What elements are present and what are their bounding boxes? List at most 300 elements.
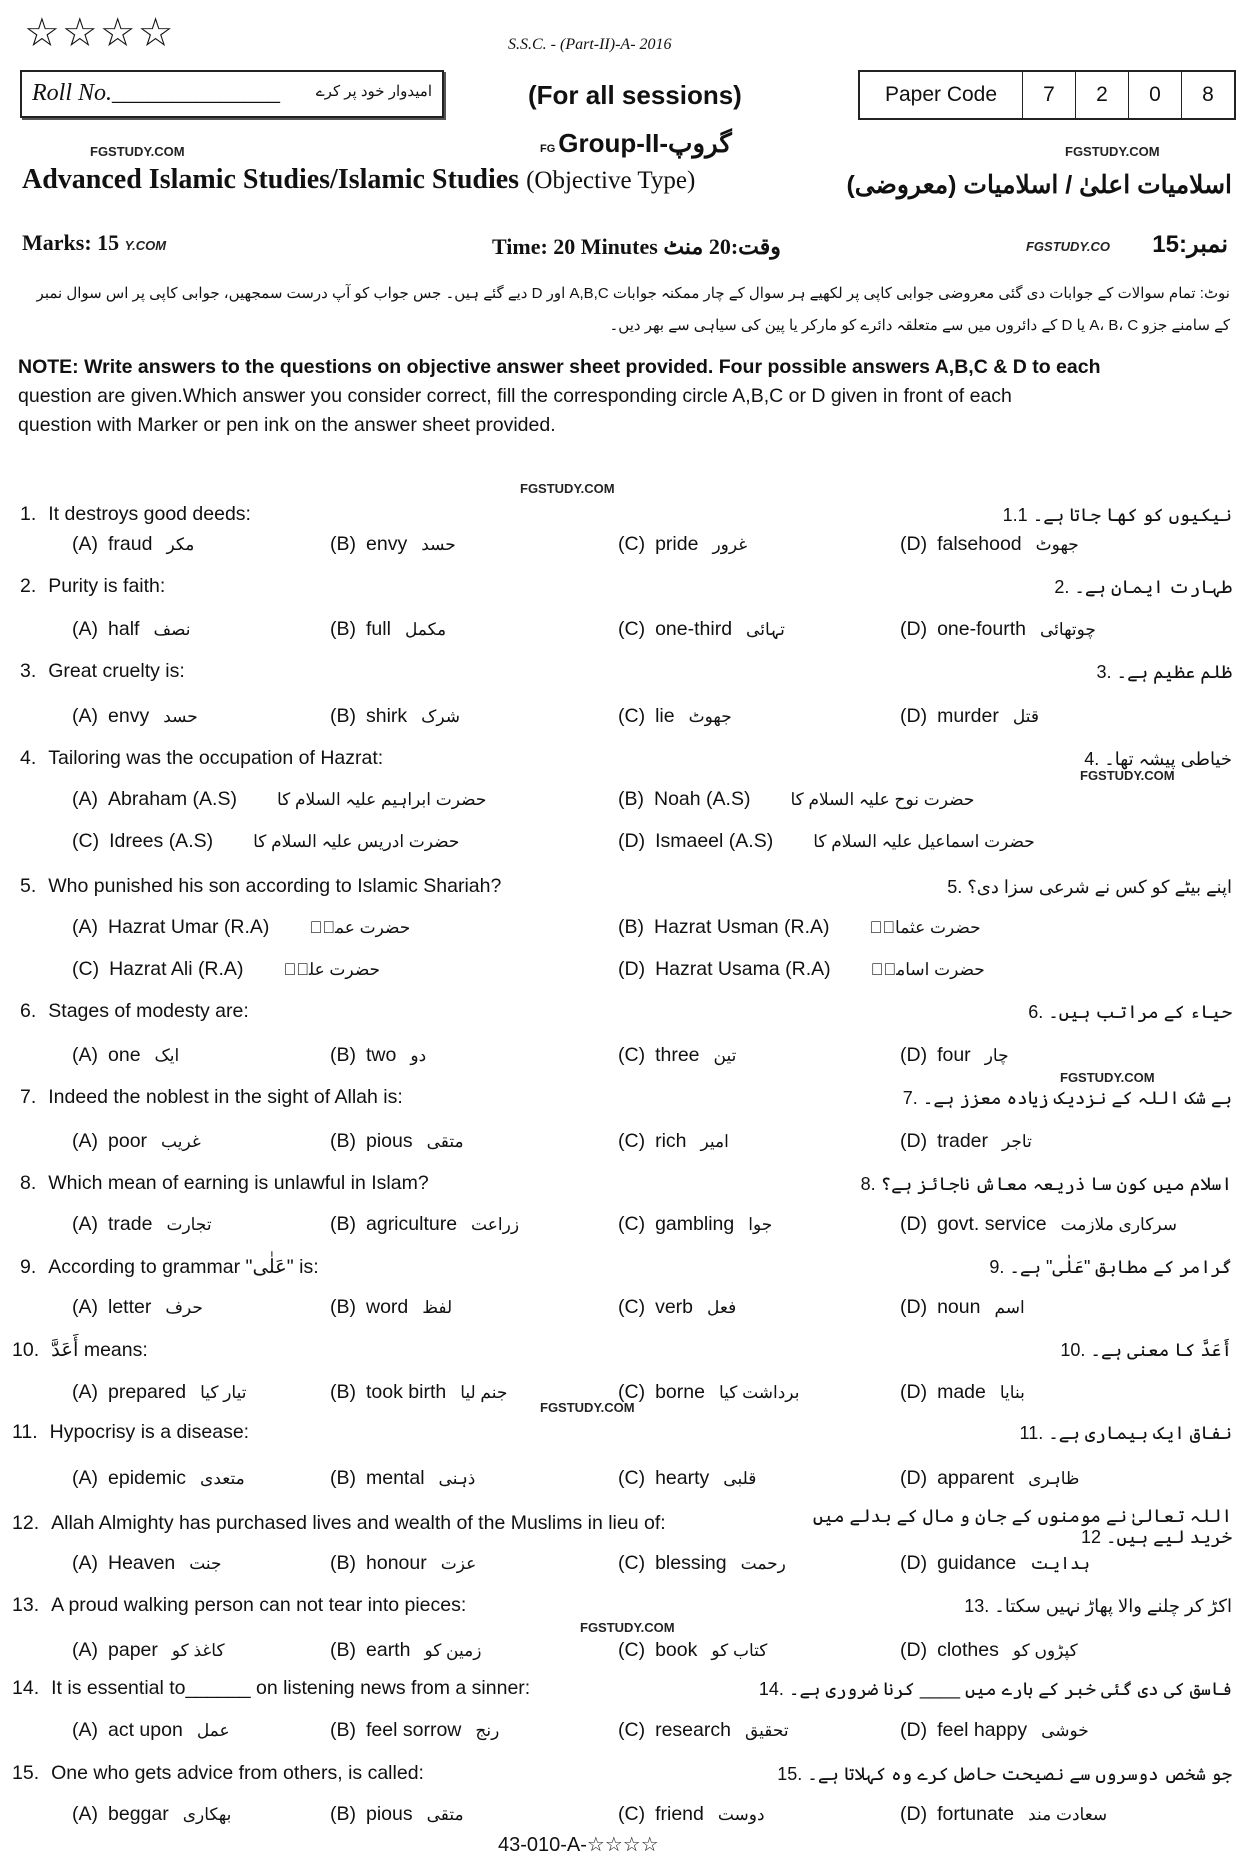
option-urdu: دو bbox=[410, 1046, 427, 1065]
group-label bbox=[540, 128, 732, 159]
answer-option bbox=[900, 1296, 1025, 1319]
marks-label bbox=[22, 230, 166, 256]
answer-option bbox=[72, 705, 198, 728]
answer-option bbox=[72, 1130, 201, 1153]
option-letter: (A) bbox=[72, 1130, 98, 1152]
question-text bbox=[20, 575, 165, 598]
question-urdu: حیاء کے مراتب ہیں۔ .6 bbox=[1028, 1002, 1232, 1022]
answer-option bbox=[618, 1130, 729, 1153]
option-urdu: جنم لیا bbox=[460, 1383, 508, 1402]
option-letter: (C) bbox=[618, 1719, 646, 1741]
question-text bbox=[12, 1421, 249, 1444]
option-letter: (D) bbox=[900, 1639, 928, 1661]
option-urdu: ایک bbox=[154, 1046, 180, 1065]
option-letter: (D) bbox=[900, 705, 928, 727]
question-stem: Tailoring was the occupation of Hazrat: bbox=[48, 747, 384, 769]
option-letter: (B) bbox=[330, 1803, 356, 1825]
option-letter: (B) bbox=[330, 1044, 356, 1066]
option-urdu: غرور bbox=[712, 535, 748, 554]
option-english: made bbox=[937, 1381, 986, 1403]
option-letter: (A) bbox=[72, 916, 98, 938]
option-letter: (C) bbox=[618, 1639, 646, 1661]
option-english: earth bbox=[366, 1639, 411, 1661]
note-line-text: NOTE: Write answers to the questions on objective answer sheet provided. Four possible answers A,B,C & D to each bbox=[18, 356, 1101, 378]
question-urdu: جو شخص دوسروں سے نصیحت حاصل کرے وہ کہلاتا ہے۔ .15 bbox=[777, 1764, 1232, 1784]
option-urdu: کپڑوں کو bbox=[1012, 1641, 1078, 1660]
answer-option bbox=[900, 1381, 1025, 1404]
sessions-label: (For all sessions) bbox=[528, 80, 742, 110]
option-letter: (D) bbox=[900, 1719, 928, 1741]
answer-option bbox=[72, 1213, 212, 1236]
question-number: 14. bbox=[12, 1677, 40, 1699]
question-urdu: نفاق ایک بیماری ہے۔ .11 bbox=[1019, 1423, 1232, 1443]
answer-option bbox=[618, 1552, 786, 1575]
option-urdu: بھکاری bbox=[182, 1805, 232, 1824]
watermark: FGSTUDY.COM bbox=[520, 481, 615, 496]
watermark: FGSTUDY.CO bbox=[1025, 239, 1110, 254]
answer-option bbox=[618, 916, 981, 939]
question-number: 13. bbox=[12, 1594, 40, 1616]
option-english: one bbox=[108, 1044, 141, 1066]
watermark: FGSTUDY.COM bbox=[540, 1400, 635, 1415]
option-english: feel happy bbox=[937, 1719, 1028, 1741]
group-text: Group-II-گروپ bbox=[558, 128, 732, 158]
paper-title-urdu: اسلامیات اعلیٰ / اسلامیات (معروضی) bbox=[846, 171, 1232, 199]
option-urdu: ہدایت bbox=[1030, 1554, 1090, 1573]
answer-option bbox=[900, 1639, 1078, 1662]
exam-name: S.S.C. - (Part-II)-A- 2016 bbox=[508, 36, 672, 53]
option-urdu: جھوٹ bbox=[1035, 535, 1079, 554]
question-text bbox=[20, 1086, 403, 1109]
answer-option bbox=[72, 788, 486, 811]
answer-option bbox=[330, 1130, 464, 1153]
answer-option bbox=[72, 618, 191, 641]
question-stem: أَعَدَّ means: bbox=[51, 1339, 148, 1361]
note-line: question are given.Which answer you consider correct, fill the corresponding circle A,B,C or D given in front of each bbox=[18, 385, 1012, 407]
answer-option bbox=[330, 1381, 507, 1404]
answer-option bbox=[618, 1467, 756, 1490]
option-urdu: بنایا bbox=[999, 1383, 1025, 1402]
question-number: 4. bbox=[20, 747, 37, 769]
option-english: noun bbox=[937, 1296, 981, 1318]
answer-option bbox=[618, 1213, 772, 1236]
watermark: FGSTUDY.COM bbox=[580, 1620, 675, 1635]
question-stem: According to grammar "عَلٰی" is: bbox=[48, 1256, 319, 1278]
option-letter: (D) bbox=[900, 1803, 928, 1825]
question-stem: Who punished his son according to Islamic Shariah? bbox=[48, 875, 502, 897]
option-english: Hazrat Usama (R.A) bbox=[655, 958, 831, 980]
option-english: epidemic bbox=[108, 1467, 187, 1489]
question-number: 6. bbox=[20, 1000, 37, 1022]
option-letter: (A) bbox=[72, 1381, 98, 1403]
option-english: Hazrat Ali (R.A) bbox=[109, 958, 244, 980]
option-urdu: چوتھائی bbox=[1039, 620, 1096, 639]
option-letter: (A) bbox=[72, 1467, 98, 1489]
option-english: fortunate bbox=[937, 1803, 1015, 1825]
answer-option bbox=[72, 1552, 222, 1575]
option-urdu: حسد bbox=[421, 535, 456, 554]
option-urdu: زمین کو bbox=[424, 1641, 482, 1660]
option-english: shirk bbox=[366, 705, 408, 727]
option-urdu: متقی bbox=[426, 1805, 464, 1824]
option-urdu: حضرت ابراہیم علیہ السلام کا bbox=[276, 790, 487, 809]
option-letter: (B) bbox=[618, 916, 644, 938]
answer-option bbox=[618, 1719, 789, 1742]
option-english: friend bbox=[655, 1803, 704, 1825]
option-urdu: حضرت اسماعیل علیہ السلام کا bbox=[813, 832, 1035, 851]
watermark: FGSTUDY.COM bbox=[1060, 1070, 1155, 1085]
answer-option bbox=[618, 1296, 736, 1319]
option-letter: (C) bbox=[618, 1296, 646, 1318]
question-number: 8. bbox=[20, 1172, 37, 1194]
option-urdu: حضرت اسامہؓ bbox=[870, 960, 985, 979]
option-letter: (C) bbox=[618, 1130, 646, 1152]
question-text bbox=[20, 1000, 249, 1023]
option-english: Hazrat Usman (R.A) bbox=[654, 916, 830, 938]
option-letter: (D) bbox=[900, 533, 928, 555]
option-letter: (D) bbox=[900, 1467, 928, 1489]
option-english: blessing bbox=[655, 1552, 727, 1574]
question-text bbox=[20, 747, 383, 770]
answer-option bbox=[72, 916, 410, 939]
time-label: Time: 20 Minutes وقت:20 منٹ bbox=[492, 234, 781, 259]
answer-option bbox=[72, 1639, 225, 1662]
question-stem: Great cruelty is: bbox=[48, 660, 185, 682]
option-english: borne bbox=[655, 1381, 705, 1403]
note-urdu-line: نوٹ: تمام سوالات کے جوابات دی گئی معروضی جوابی کاپی پر لکھیے ہر سوال کے چار ممکنہ جوابات A,B,C اور D دیے گئے ہیں۔ جس جواب کو آپ درست سمجھیں، جوابی کاپی پر اس سوال نمبر bbox=[36, 285, 1230, 302]
option-urdu: تجارت bbox=[166, 1215, 212, 1234]
option-letter: (A) bbox=[72, 533, 98, 555]
question-text bbox=[20, 1255, 319, 1279]
option-letter: (C) bbox=[618, 1467, 646, 1489]
option-letter: (A) bbox=[72, 1803, 98, 1825]
option-urdu: تحقیق bbox=[744, 1721, 789, 1740]
option-urdu: برداشت کیا bbox=[718, 1383, 800, 1402]
option-urdu: امیر bbox=[700, 1132, 729, 1151]
question-urdu: أَعَدَّ کا معنی ہے۔ .10 bbox=[1060, 1340, 1232, 1360]
option-letter: (D) bbox=[900, 1552, 928, 1574]
option-letter: (A) bbox=[72, 1552, 98, 1574]
paper-code-digit: 8 bbox=[1181, 72, 1234, 118]
option-english: lie bbox=[655, 705, 675, 727]
option-urdu: حضرت عثمانؓ bbox=[869, 918, 981, 937]
option-english: honour bbox=[366, 1552, 427, 1574]
option-letter: (C) bbox=[618, 1552, 646, 1574]
option-letter: (C) bbox=[618, 533, 646, 555]
answer-option bbox=[330, 1803, 464, 1826]
option-letter: (C) bbox=[618, 1044, 646, 1066]
option-english: half bbox=[108, 618, 140, 640]
option-letter: (B) bbox=[330, 1719, 356, 1741]
option-urdu: حسد bbox=[163, 707, 198, 726]
watermark: Y.COM bbox=[124, 238, 167, 253]
option-english: Idrees (A.S) bbox=[109, 830, 214, 852]
answer-option bbox=[900, 1719, 1089, 1742]
option-letter: (C) bbox=[618, 705, 646, 727]
option-urdu: نصف bbox=[153, 620, 191, 639]
option-english: agriculture bbox=[366, 1213, 458, 1235]
option-english: word bbox=[366, 1296, 409, 1318]
option-english: govt. service bbox=[937, 1213, 1047, 1235]
answer-option bbox=[330, 705, 460, 728]
question-urdu: ظلم عظیم ہے۔ .3 bbox=[1096, 662, 1232, 682]
option-urdu: رنج bbox=[475, 1721, 500, 1740]
option-english: clothes bbox=[937, 1639, 999, 1661]
question-number: 11. bbox=[12, 1421, 38, 1443]
option-letter: (D) bbox=[900, 1296, 928, 1318]
option-letter: (B) bbox=[618, 788, 644, 810]
answer-option bbox=[900, 1467, 1079, 1490]
answer-option bbox=[618, 830, 1035, 853]
answer-option bbox=[618, 1639, 767, 1662]
question-number: 12. bbox=[12, 1512, 40, 1534]
answer-option bbox=[618, 1044, 736, 1067]
marks-text: Marks: 15 bbox=[22, 230, 120, 255]
option-english: book bbox=[655, 1639, 698, 1661]
option-english: one-third bbox=[655, 618, 733, 640]
option-english: took birth bbox=[366, 1381, 447, 1403]
option-letter: (A) bbox=[72, 1044, 98, 1066]
question-stem: It is essential to______ on listening news from a sinner: bbox=[51, 1677, 531, 1699]
option-english: verb bbox=[655, 1296, 694, 1318]
question-text bbox=[12, 1762, 424, 1785]
answer-option bbox=[618, 705, 732, 728]
answer-option bbox=[900, 618, 1096, 641]
question-stem: Purity is faith: bbox=[48, 575, 166, 597]
option-urdu: جوا bbox=[748, 1215, 773, 1234]
answer-option bbox=[330, 1467, 475, 1490]
option-urdu: دوست bbox=[717, 1805, 765, 1824]
option-english: one-fourth bbox=[937, 618, 1026, 640]
option-urdu: تہائی bbox=[746, 620, 785, 639]
paper-code-digit: 0 bbox=[1128, 72, 1181, 118]
option-letter: (C) bbox=[618, 1213, 646, 1235]
question-text bbox=[20, 503, 251, 526]
question-number: 3. bbox=[20, 660, 37, 682]
option-english: Ismaeel (A.S) bbox=[655, 830, 774, 852]
option-urdu: کاغذ کو bbox=[171, 1641, 225, 1660]
option-urdu: حرف bbox=[165, 1298, 203, 1317]
question-text bbox=[20, 1172, 429, 1195]
option-urdu: عزت bbox=[440, 1554, 477, 1573]
answer-option bbox=[72, 1719, 230, 1742]
option-letter: (A) bbox=[72, 1639, 98, 1661]
answer-option bbox=[72, 958, 380, 981]
answer-option bbox=[900, 1552, 1090, 1575]
option-letter: (B) bbox=[330, 705, 356, 727]
option-urdu: مکر bbox=[166, 535, 195, 554]
option-urdu: مکمل bbox=[404, 620, 447, 639]
option-english: gambling bbox=[655, 1213, 735, 1235]
option-letter: (D) bbox=[618, 830, 646, 852]
option-letter: (A) bbox=[72, 1719, 98, 1741]
option-urdu: ظاہری bbox=[1028, 1469, 1080, 1488]
option-letter: (D) bbox=[900, 1044, 928, 1066]
question-urdu: خیاطی پیشہ تھا۔ .4 bbox=[1084, 749, 1232, 769]
answer-option bbox=[330, 1044, 426, 1067]
option-urdu: قلبی bbox=[723, 1469, 757, 1488]
answer-option bbox=[900, 533, 1079, 556]
answer-option bbox=[72, 1381, 246, 1404]
option-english: pious bbox=[366, 1130, 413, 1152]
option-english: act upon bbox=[108, 1719, 183, 1741]
option-english: full bbox=[366, 618, 391, 640]
option-english: prepared bbox=[108, 1381, 187, 1403]
question-stem: Which mean of earning is unlawful in Islam? bbox=[48, 1172, 429, 1194]
option-urdu: متقی bbox=[426, 1132, 464, 1151]
question-stem: Indeed the noblest in the sight of Allah is: bbox=[48, 1086, 403, 1108]
subject-title: Advanced Islamic Studies/Islamic Studies bbox=[22, 164, 520, 195]
question-urdu: طہارت ایمان ہے۔ .2 bbox=[1054, 577, 1232, 597]
answer-option bbox=[330, 618, 446, 641]
question-urdu: بے شک اللہ کے نزدیک زیادہ معزز ہے۔ .7 bbox=[902, 1088, 1232, 1108]
option-letter: (C) bbox=[72, 958, 100, 980]
option-english: guidance bbox=[937, 1552, 1017, 1574]
option-letter: (B) bbox=[330, 1639, 356, 1661]
question-stem: Allah Almighty has purchased lives and wealth of the Muslims in lieu of: bbox=[51, 1512, 666, 1534]
option-letter: (A) bbox=[72, 618, 98, 640]
answer-option bbox=[330, 1639, 481, 1662]
option-urdu: زراعت bbox=[471, 1215, 520, 1234]
question-number: 7. bbox=[20, 1086, 37, 1108]
answer-option bbox=[330, 1719, 499, 1742]
option-urdu: جنت bbox=[189, 1554, 222, 1573]
answer-option bbox=[618, 958, 985, 981]
question-number: 1. bbox=[20, 503, 37, 525]
question-stem: Hypocrisy is a disease: bbox=[49, 1421, 250, 1443]
roll-number-box bbox=[20, 70, 444, 118]
answer-option bbox=[900, 705, 1039, 728]
answer-option bbox=[900, 1130, 1032, 1153]
option-urdu: تین bbox=[713, 1046, 737, 1065]
option-english: hearty bbox=[655, 1467, 710, 1489]
option-urdu: لفظ bbox=[422, 1298, 453, 1317]
roll-number-label: Roll No.______________ bbox=[32, 80, 281, 106]
option-urdu: جھوٹ bbox=[688, 707, 732, 726]
option-urdu: رحمت bbox=[740, 1554, 786, 1573]
question-urdu: اپنے بیٹے کو کس نے شرعی سزا دی؟ .5 bbox=[947, 877, 1232, 897]
option-letter: (C) bbox=[618, 1803, 646, 1825]
option-english: two bbox=[366, 1044, 397, 1066]
marks-urdu-group bbox=[1026, 238, 1110, 256]
watermark: FGSTUDY.COM bbox=[1080, 768, 1175, 783]
answer-option bbox=[330, 1213, 519, 1236]
question-text bbox=[12, 1677, 530, 1700]
option-letter: (D) bbox=[900, 1130, 928, 1152]
question-number: 9. bbox=[20, 1256, 37, 1278]
paper-code-label: Paper Code bbox=[884, 83, 998, 106]
answer-option bbox=[72, 533, 194, 556]
option-english: letter bbox=[108, 1296, 152, 1318]
option-english: Heaven bbox=[108, 1552, 176, 1574]
question-text bbox=[20, 875, 501, 898]
paper-code-box bbox=[858, 70, 1236, 120]
paper-code-digit: 2 bbox=[1075, 72, 1128, 118]
answer-option bbox=[72, 1467, 245, 1490]
option-english: rich bbox=[655, 1130, 687, 1152]
option-english: mental bbox=[366, 1467, 425, 1489]
option-english: feel sorrow bbox=[366, 1719, 462, 1741]
paper-title bbox=[22, 164, 695, 196]
answer-option bbox=[618, 618, 785, 641]
answer-option bbox=[618, 533, 747, 556]
option-english: four bbox=[937, 1044, 971, 1066]
option-english: beggar bbox=[108, 1803, 169, 1825]
option-urdu: سعادت مند bbox=[1028, 1805, 1108, 1824]
question-stem: Stages of modesty are: bbox=[48, 1000, 249, 1022]
option-english: trader bbox=[937, 1130, 989, 1152]
option-letter: (A) bbox=[72, 1213, 98, 1235]
watermark: FGSTUDY.COM bbox=[90, 144, 185, 159]
paper-type: (Objective Type) bbox=[526, 167, 696, 194]
question-stem: One who gets advice from others, is called: bbox=[51, 1762, 424, 1784]
option-letter: (C) bbox=[618, 618, 646, 640]
question-number: 15. bbox=[12, 1762, 40, 1784]
option-urdu: تاجر bbox=[1002, 1132, 1032, 1151]
answer-option bbox=[72, 1044, 179, 1067]
option-letter: (A) bbox=[72, 705, 98, 727]
question-urdu: اللہ تعالیٰ نے مومنوں کے جان و مال کے بدلے میں خرید لیے ہیں۔ 12 bbox=[812, 1506, 1232, 1547]
question-text bbox=[12, 1512, 666, 1535]
option-letter: (B) bbox=[330, 533, 356, 555]
option-letter: (D) bbox=[900, 618, 928, 640]
option-english: falsehood bbox=[937, 533, 1022, 555]
option-english: envy bbox=[108, 705, 150, 727]
paper-footer-code: 43-010-A-☆☆☆☆ bbox=[498, 1834, 659, 1856]
option-letter: (B) bbox=[330, 1296, 356, 1318]
option-english: pride bbox=[655, 533, 699, 555]
marks-urdu: نمبر:15 bbox=[1152, 231, 1228, 258]
answer-option bbox=[618, 788, 974, 811]
answer-option bbox=[900, 1213, 1177, 1236]
option-urdu: سرکاری ملازمت bbox=[1060, 1215, 1177, 1234]
answer-option bbox=[618, 1803, 765, 1826]
option-letter: (D) bbox=[900, 1213, 928, 1235]
question-text bbox=[12, 1594, 466, 1617]
option-letter: (D) bbox=[900, 1381, 928, 1403]
option-urdu: کتاب کو bbox=[711, 1641, 768, 1660]
note-line bbox=[18, 356, 1100, 379]
option-letter: (B) bbox=[330, 1467, 356, 1489]
answer-option bbox=[72, 1296, 203, 1319]
option-urdu: چار bbox=[984, 1046, 1009, 1065]
question-number: 5. bbox=[20, 875, 37, 897]
roll-number-urdu: امیدوار خود پر کرے bbox=[315, 83, 432, 100]
option-letter: (B) bbox=[330, 1213, 356, 1235]
option-letter: (B) bbox=[330, 1130, 356, 1152]
option-english: three bbox=[655, 1044, 700, 1066]
answer-option bbox=[72, 830, 459, 853]
option-urdu: اسم bbox=[994, 1298, 1025, 1317]
option-urdu: غریب bbox=[161, 1132, 201, 1151]
option-urdu: شرک bbox=[421, 707, 461, 726]
question-urdu: اکڑ کر چلنے والا پھاڑ نہیں سکتا۔ .13 bbox=[964, 1596, 1232, 1616]
option-english: envy bbox=[366, 533, 408, 555]
question-number: 2. bbox=[20, 575, 37, 597]
option-english: research bbox=[655, 1719, 731, 1741]
note-urdu-line: کے سامنے جزو A، B، C یا D کے دائروں میں سے متعلقہ دائرے کو مارکر یا پین کی سیاہی سے بھر دیں۔ bbox=[609, 317, 1230, 334]
answer-option bbox=[900, 1803, 1107, 1826]
option-urdu: تیار کیا bbox=[200, 1383, 247, 1402]
option-urdu: حضرت نوح علیہ السلام کا bbox=[790, 790, 975, 809]
option-english: Noah (A.S) bbox=[654, 788, 751, 810]
question-number: 10. bbox=[12, 1339, 40, 1361]
option-letter: (B) bbox=[330, 618, 356, 640]
option-english: poor bbox=[108, 1130, 148, 1152]
option-letter: (A) bbox=[72, 788, 98, 810]
option-urdu: متعدی bbox=[200, 1469, 245, 1488]
option-english: apparent bbox=[937, 1467, 1015, 1489]
